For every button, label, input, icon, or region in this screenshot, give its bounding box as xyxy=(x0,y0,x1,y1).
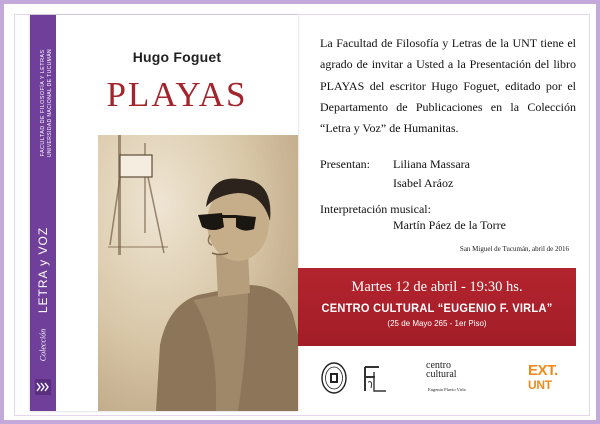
spine-collection-label: Colección xyxy=(38,328,48,362)
centro-cultural-logo-line3: Eugenio Flavio Virla xyxy=(428,387,466,392)
centro-cultural-logo xyxy=(422,360,484,396)
spine-faculty-text: FACULTAD DE FILOSOFÍA Y LETRAS xyxy=(40,49,46,157)
event-venue: CENTRO CULTURAL “EUGENIO F. VIRLA” xyxy=(321,301,553,315)
author-photo xyxy=(98,135,298,411)
centro-cultural-logo-line2: cultural xyxy=(426,369,457,380)
university-seal-icon xyxy=(321,362,347,394)
presenters-label: Presentan: xyxy=(320,157,370,171)
extension-unt-logo xyxy=(528,362,568,392)
music-label: Interpretación musical: xyxy=(320,202,431,216)
centro-cultural-logo-line1: centro xyxy=(426,360,451,371)
ext-logo-top: EXT. xyxy=(528,362,558,379)
spine-university-text: UNIVERSIDAD NACIONAL DE TUCUMÁN xyxy=(47,49,53,157)
cover-spine xyxy=(30,15,56,411)
ext-logo-bottom: UNT xyxy=(528,378,552,392)
cover-title: PLAYAS xyxy=(106,75,248,114)
author-photo-illustration xyxy=(98,135,298,411)
presenter-name: Isabel Aráoz xyxy=(393,176,454,190)
presenter-name: Liliana Massara xyxy=(393,157,470,171)
event-address: (25 de Mayo 265 - 1er Piso) xyxy=(387,319,487,328)
book-cover xyxy=(30,15,298,411)
place-and-date: San Miguel de Tucumán, abril de 2016 xyxy=(459,245,569,253)
event-banner xyxy=(298,268,576,346)
invitation-body: La Facultad de Filosofía y Letras de la UNT tiene el agrado de invitar a Usted a la Presentación del libro PLAYAS del escritor Hugo Foguet, editado por el Departamento de Publicaciones en la Colección “Letra y Voz” de Humanitas. xyxy=(320,36,576,136)
spine-series-title: LETRA y VOZ xyxy=(36,226,50,314)
faculty-logo-icon xyxy=(361,364,389,394)
musician-name: Martín Páez de la Torre xyxy=(393,218,506,232)
event-date-time: Martes 12 de abril - 19:30 hs. xyxy=(351,279,523,295)
spine-logo-icon xyxy=(35,379,51,395)
cover-author: Hugo Foguet xyxy=(132,49,222,65)
